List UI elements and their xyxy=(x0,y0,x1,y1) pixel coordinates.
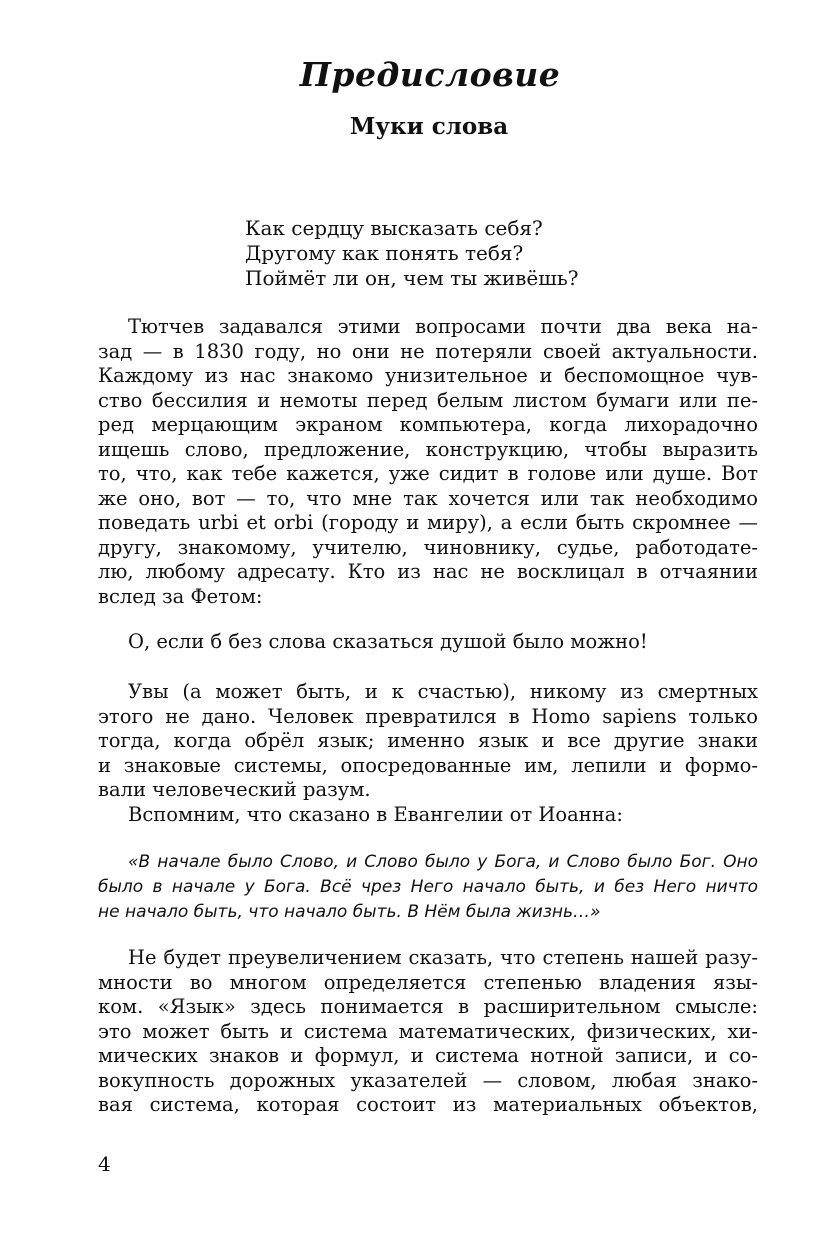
page-number: 4 xyxy=(98,1152,111,1176)
text-line: мности во многом определяется степенью владения язы- xyxy=(98,970,758,994)
text-line: вокупность дорожных указателей — словом, любая знако- xyxy=(98,1068,758,1092)
epigraph-line: Поймёт ли он, чем ты живёшь? xyxy=(245,266,579,290)
text-line: вая система, которая состоит из материальных объектов, xyxy=(98,1093,758,1116)
text-line: ство бессилия и немоты перед белым листом бумаги или пе- xyxy=(98,388,758,412)
quote-line: не начало быть, что начало быть. В Нём была жизнь…» xyxy=(98,902,601,922)
text-line: этого не дано. Человек превратился в Homo sapiens только xyxy=(98,704,758,728)
text-line: вали человеческий разум. xyxy=(98,778,371,801)
text-line: Не будет преувеличением сказать, что степень нашей разу- xyxy=(128,946,758,969)
epigraph-line: Другому как понять тебя? xyxy=(245,241,524,265)
fet-quote xyxy=(98,630,758,655)
text-line: тогда, когда обрёл язык; именно язык и все другие знаки xyxy=(98,729,758,752)
paragraph-2 xyxy=(98,680,758,827)
text-line: поведать urbi et orbi (городу и миру), а если быть скромнее — xyxy=(98,511,758,534)
epigraph xyxy=(245,216,745,291)
text-line: то, что, как тебе кажется, уже сидит в голове или душе. Вот xyxy=(98,462,758,485)
text-line: другу, знакомому, учителю, чиновнику, судье, работодате- xyxy=(98,535,758,559)
text-line: вслед за Фетом: xyxy=(98,584,263,608)
epigraph-line: Как сердцу высказать себя? xyxy=(245,216,543,240)
text-line: ред мерцающим экраном компьютера, когда лихорадочно xyxy=(98,413,758,436)
text-line: и знаковые системы, опосредованные им, лепили и формо- xyxy=(98,753,758,777)
gospel-quote xyxy=(98,850,758,925)
text-line: Увы (а может быть, и к счастью), никому из смертных xyxy=(128,680,758,703)
text-line: зад — в 1830 году, но они не потеряли своей актуальности. xyxy=(98,339,758,363)
text-line: О, если б без слова сказаться душой было можно! xyxy=(128,630,648,653)
text-line: Вспомним, что сказано в Евангелии от Иоанна: xyxy=(128,802,623,826)
quote-line: «В начале было Слово, и Слово было у Бога, и Слово было Бог. Оно xyxy=(128,852,758,872)
chapter-title: Муки слова xyxy=(349,113,509,140)
text-line: лю, любому адресату. Кто из нас не восклицал в отчаянии xyxy=(98,560,758,583)
text-line: это может быть и система математических, физических, хи- xyxy=(98,1019,758,1043)
quote-line: было в начале у Бога. Всё чрез Него начало быть, и без Него ничто xyxy=(98,877,758,897)
text-line: ком. «Язык» здесь понимается в расширительном смысле: xyxy=(98,995,758,1018)
text-line: мических знаков и формул, и система нотной записи, и со- xyxy=(98,1044,758,1067)
paragraph-1 xyxy=(98,315,758,609)
paragraph-4 xyxy=(98,946,758,1118)
text-line: же оно, вот — то, что мне так хочется или так необходимо xyxy=(98,486,758,510)
text-line: Каждому из нас знакомо унизительное и беспомощное чув- xyxy=(98,364,758,387)
section-title: Предисловие xyxy=(299,55,561,94)
text-line: ищешь слово, предложение, конструкцию, чтобы выразить xyxy=(98,437,758,461)
text-line: Тютчев задавался этими вопросами почти два века на- xyxy=(128,315,758,338)
